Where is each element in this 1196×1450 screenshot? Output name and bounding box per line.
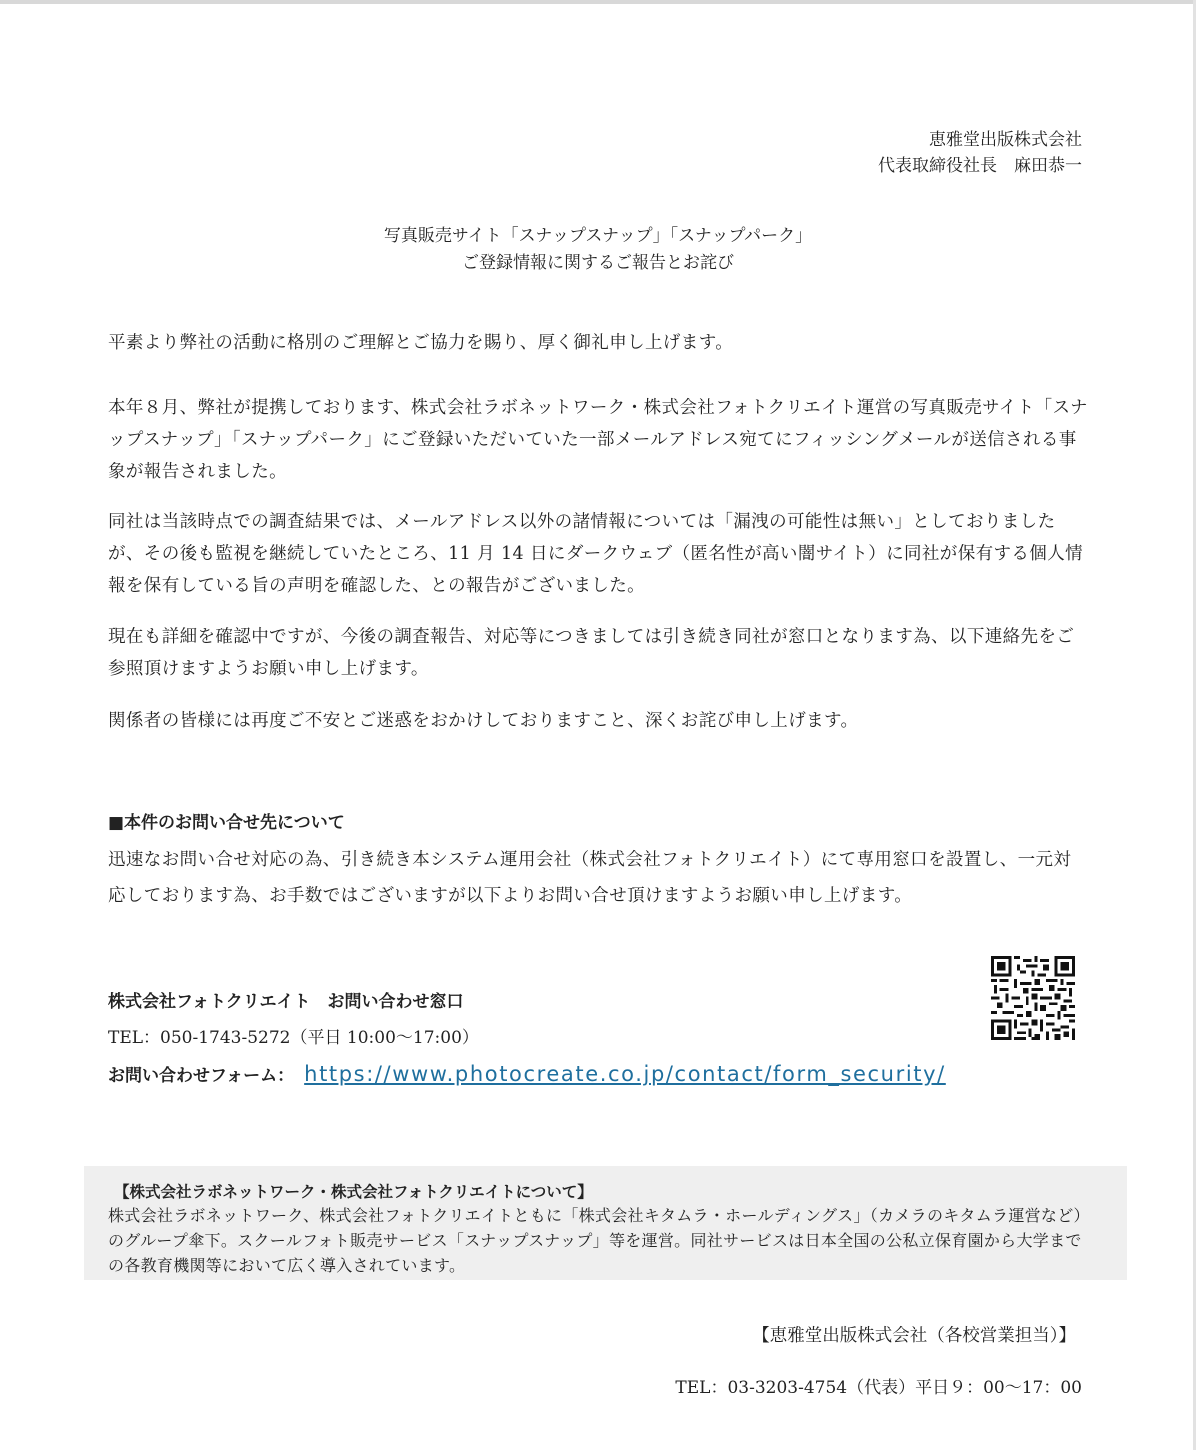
footer-title: 【恵雅堂出版株式会社（各校営業担当）】 [752,1326,1076,1346]
company-info-heading: 【株式会社ラボネットワーク・株式会社フォトクリエイトについて】 [114,1183,593,1201]
investigation-paragraph: 同社は当該時点での調査結果では、メールアドレス以外の諸情報については「漏洩の可能性は無い」としておりましたが、その後も監視を継続していたところ、11 月 14 日にダークウェブ（匿名性が高い闇サイト）に同社が保有する個人情報を保有している旨の声明を確認した、との報告がございました。 [108,512,1083,596]
incident-paragraph: 本年８月、弊社が提携しております、株式会社ラボネットワーク・株式会社フォトクリエイト運営の写真販売サイト「スナップスナップ」「スナップパーク」にご登録いただいていた一部メールアドレス宛てにフィッシングメールが送信される事象が報告されました。 [108,398,1088,482]
title-line-1: 写真販売サイト「スナップスナップ」「スナップパーク」 [383,226,813,246]
contact-name: 株式会社フォトクリエイト お問い合わせ窓口 [108,992,464,1012]
apology-paragraph: 関係者の皆様には再度ご不安とご迷惑をおかけしておりますこと、深くお詫び申し上げます。 [108,711,859,731]
footer-tel: TEL：03-3203-4754（代表）平日９：00～17：00 [675,1378,1082,1398]
sender-representative: 代表取締役社長 麻田恭一 [878,156,1082,176]
document-title [0,223,1196,277]
contact-tel: TEL：050-1743-5272（平日 10:00～17:00） [108,1028,479,1048]
form-link[interactable]: https://www.photocreate.co.jp/contact/form_security/ [304,1062,946,1086]
greeting-paragraph: 平素より弊社の活動に格別のご理解とご協力を賜り、厚く御礼申し上げます。 [108,333,734,353]
inquiry-heading: ■本件のお問い合せ先について [108,813,345,833]
title-line-2: ご登録情報に関するご報告とお詫び [462,253,734,273]
top-border [0,0,1196,4]
company-info-text: 株式会社ラボネットワーク、株式会社フォトクリエイトともに「株式会社キタムラ・ホールディングス」（カメラのキタムラ運営など）のグループ傘下。スクールフォト販売サービス「スナップスナップ」等を運営。同社サービスは日本全国の公私立保育園から大学までの各教育機関等において広く導入されています。 [108,1206,1082,1275]
qr-code-icon[interactable] [991,956,1075,1040]
inquiry-text: 迅速なお問い合せ対応の為、引き続き本システム運用会社（株式会社フォトクリエイト）にて専用窓口を設置し、一元対応しております為、お手数ではございますが以下よりお問い合せ頂けますようお願い申し上げます。 [108,850,1072,906]
contact-form-row [108,1059,946,1091]
followup-paragraph: 現在も詳細を確認中ですが、今後の調査報告、対応等につきましては引き続き同社が窓口となります為、以下連絡先をご参照頂けますようお願い申し上げます。 [108,627,1075,679]
sender-block [878,127,1082,179]
form-label: お問い合わせフォーム： [108,1066,295,1086]
sender-company: 恵雅堂出版株式会社 [929,130,1082,150]
